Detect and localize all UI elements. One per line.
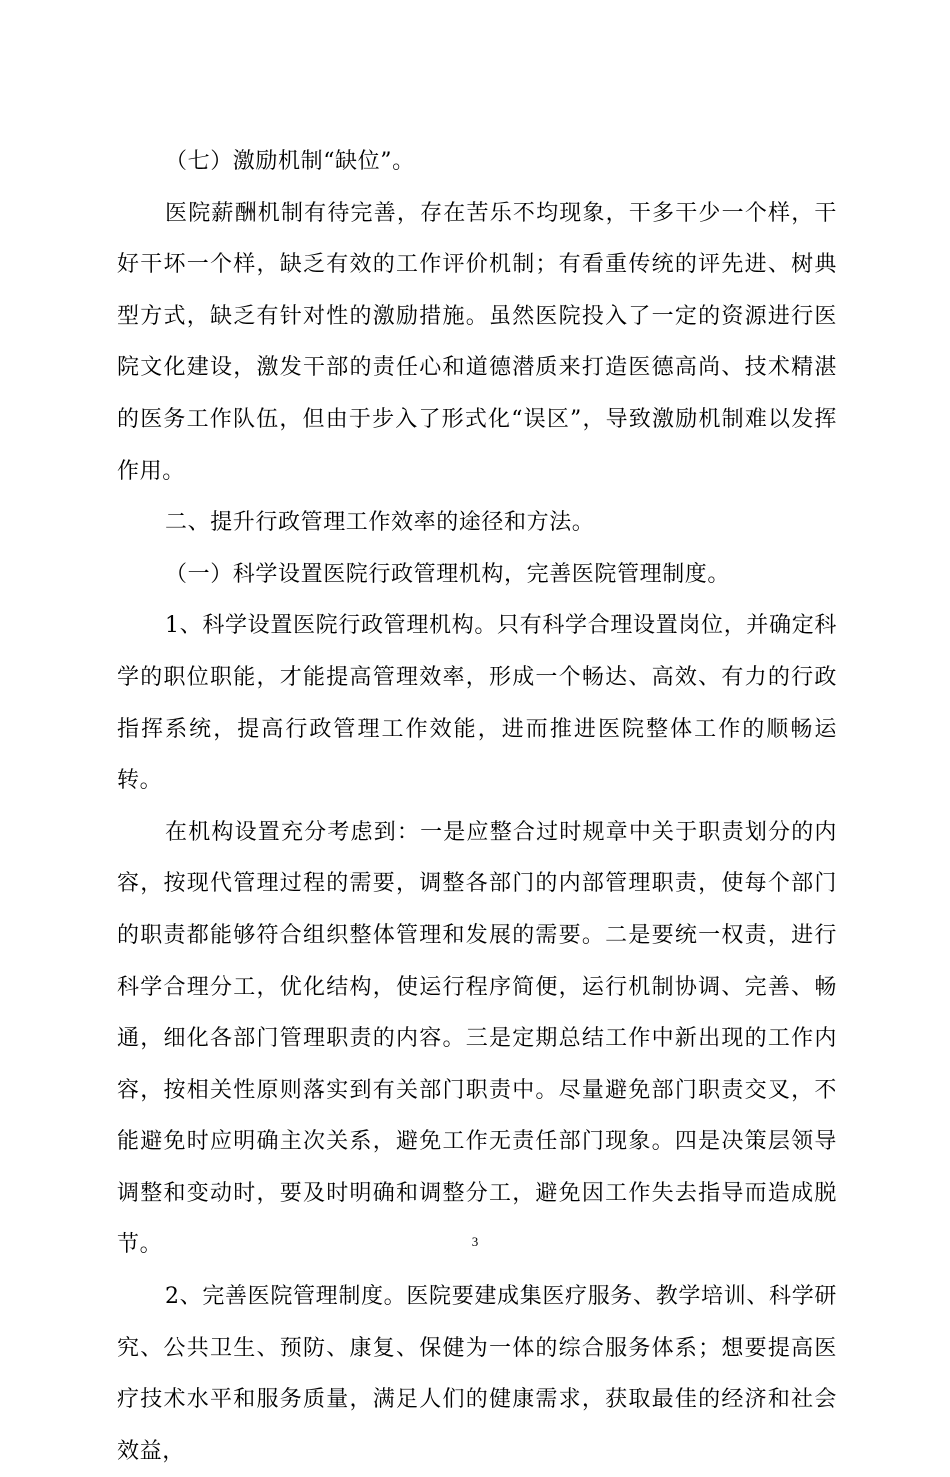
paragraph-considerations: 在机构设置充分考虑到：一是应整合过时规章中关于职责划分的内容，按现代管理过程的需要，调整各部门的内部管理职责，使每个部门的职责都能够符合组织整体管理和发展的需要。二是要统一权责，进行科学合理分工，优化结构，使运行程序简便，运行机制协调、完善、畅通，细化各部门管理职责的内容。三是定期总结工作中新出现的工作内容，按相关性原则落实到有关部门职责中。尽量避免部门职责交叉，不能避免时应明确主次关系，避免工作无责任部门现象。四是决策层领导调整和变动时，要及时明确和调整分工，避免因工作失去指导而造成脱节。 xyxy=(117,819,837,1258)
page-number: 3 xyxy=(471,1234,479,1249)
section-heading-incentive: （七）激励机制“缺位”。 xyxy=(165,149,415,174)
paragraph-improve-system: 2、完善医院管理制度。医院要建成集医疗服务、教学培训、科学研究、公共卫生、预防、康复、保健为一体的综合服务体系；想要提高医疗技术水平和服务质量，满足人们的健康需求，获取最佳的经济和社会效益， xyxy=(117,1284,837,1464)
section-heading-methods: 二、提升行政管理工作效率的途径和方法。 xyxy=(165,510,595,536)
paragraph-incentive-issues: 医院薪酬机制有待完善，存在苦乐不均现象，干多干少一个样，干好干坏一个样，缺乏有效的工作评价机制；有看重传统的评先进、树典型方式，缺乏有针对性的激励措施。虽然医院投入了一定的资源进行医院文化建设，激发干部的责任心和道德潜质来打造医德高尚、技术精湛的医务工作队伍，但由于步入了形式化“误区”，导致激励机制难以发挥作用。 xyxy=(117,200,837,484)
subsection-heading-organization: （一）科学设置医院行政管理机构，完善医院管理制度。 xyxy=(165,561,731,587)
paragraph-set-up-institutions: 1、科学设置医院行政管理机构。只有科学合理设置岗位，并确定科学的职位职能，才能提高管理效率，形成一个畅达、高效、有力的行政指挥系统，提高行政管理工作效能，进而推进医院整体工作的顺畅运转。 xyxy=(117,613,837,794)
body-text xyxy=(117,136,837,1477)
